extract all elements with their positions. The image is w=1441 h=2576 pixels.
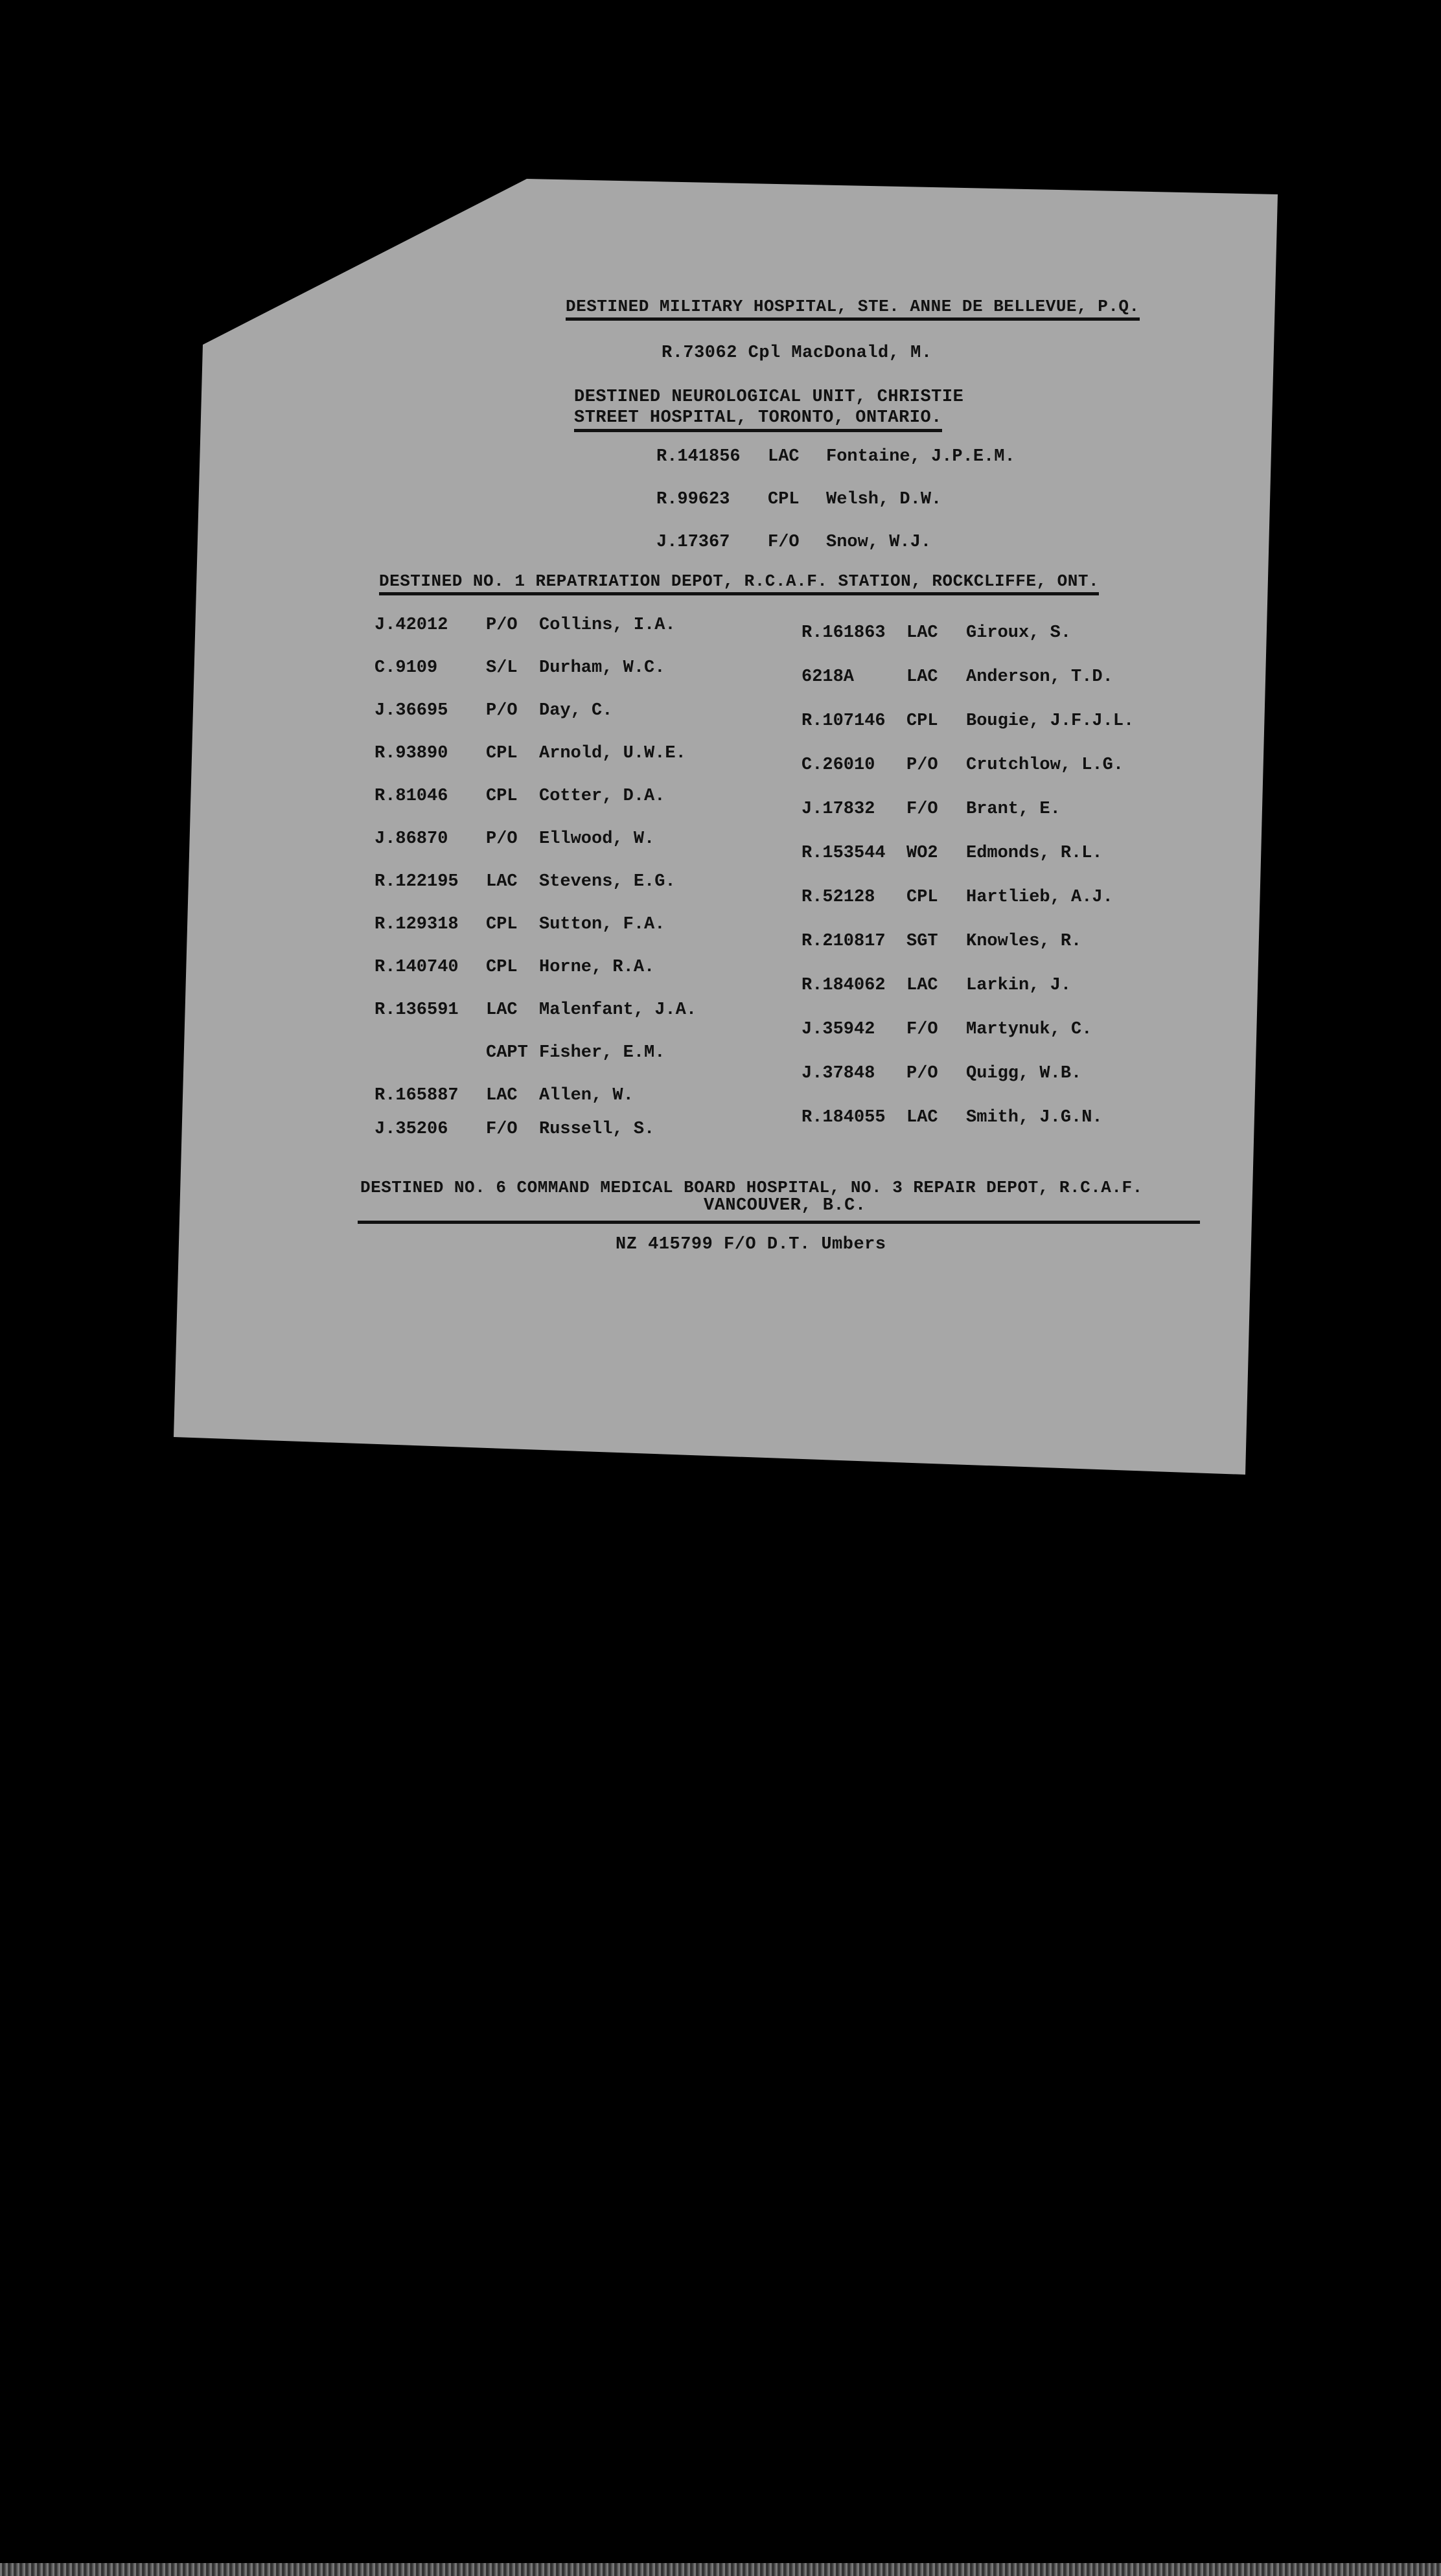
roster-name: Malenfant, J.A. xyxy=(539,1000,697,1020)
roster-rank: SGT xyxy=(906,932,938,951)
heading-neuro-line1: DESTINED NEUROLOGICAL UNIT, CHRISTIE xyxy=(574,387,964,407)
entry-macdonald: R.73062 Cpl MacDonald, M. xyxy=(662,343,932,363)
roster-rank: CPL xyxy=(768,490,800,509)
roster-row xyxy=(801,1108,1173,1127)
roster-num: R.184055 xyxy=(801,1108,886,1127)
entry-umbers: NZ 415799 F/O D.T. Umbers xyxy=(616,1235,886,1254)
document-page xyxy=(174,179,1278,1475)
roster-num: R.93890 xyxy=(375,744,448,763)
roster-num: J.35206 xyxy=(375,1120,448,1139)
roster-row xyxy=(801,932,1173,951)
roster-name: Edmonds, R.L. xyxy=(966,844,1103,863)
roster-name: Hartlieb, A.J. xyxy=(966,888,1113,907)
roster-name: Snow, W.J. xyxy=(826,533,932,552)
roster-name: Russell, S. xyxy=(539,1120,655,1139)
roster-row xyxy=(801,623,1173,643)
roster-row xyxy=(375,915,733,934)
roster-row xyxy=(375,872,733,891)
roster-num: J.42012 xyxy=(375,615,448,635)
roster-name: Ellwood, W. xyxy=(539,829,655,849)
roster-rank: CPL xyxy=(486,915,518,934)
roster-num: R.107146 xyxy=(801,711,886,731)
roster-name: Anderson, T.D. xyxy=(966,667,1113,687)
film-edge-strip xyxy=(0,2563,1441,2576)
roster-rank: CPL xyxy=(486,744,518,763)
roster-num: R.140740 xyxy=(375,958,459,977)
roster-num: C.26010 xyxy=(801,755,875,775)
roster-num: R.99623 xyxy=(656,490,730,509)
roster-row xyxy=(375,615,733,635)
roster-rank: P/O xyxy=(906,1064,938,1083)
roster-rank: P/O xyxy=(906,755,938,775)
roster-rank: F/O xyxy=(906,1020,938,1039)
heading-military-hospital: DESTINED MILITARY HOSPITAL, STE. ANNE DE BELLEVUE, P.Q. xyxy=(566,297,1140,321)
roster-name: Brant, E. xyxy=(966,799,1061,819)
roster-num xyxy=(375,1043,486,1063)
roster-rank: CAPT xyxy=(486,1043,528,1063)
roster-num: J.35942 xyxy=(801,1020,875,1039)
roster-rank: LAC xyxy=(906,1108,938,1127)
roster-name: Martynuk, C. xyxy=(966,1020,1092,1039)
roster-row xyxy=(375,701,733,720)
roster-num: R.184062 xyxy=(801,976,886,995)
roster-name: Sutton, F.A. xyxy=(539,915,665,934)
roster-num: C.9109 xyxy=(375,658,438,678)
roster-row xyxy=(801,667,1173,687)
roster-rank: P/O xyxy=(486,615,518,635)
roster-name: Allen, W. xyxy=(539,1086,634,1105)
roster-num: 6218A xyxy=(801,667,855,687)
roster-row xyxy=(801,711,1173,731)
roster-row xyxy=(801,976,1173,995)
roster-num: R.136591 xyxy=(375,1000,459,1020)
roster-row xyxy=(801,799,1173,819)
roster-num: R.141856 xyxy=(656,447,741,466)
roster-num: J.86870 xyxy=(375,829,448,849)
roster-num: J.37848 xyxy=(801,1064,875,1083)
roster-row xyxy=(801,1064,1173,1083)
roster-num: J.17832 xyxy=(801,799,875,819)
roster-rank: F/O xyxy=(768,533,800,552)
roster-row xyxy=(656,533,1033,552)
roster-num: R.210817 xyxy=(801,932,886,951)
roster-rank: WO2 xyxy=(906,844,938,863)
roster-name: Crutchlow, L.G. xyxy=(966,755,1124,775)
roster-name: Durham, W.C. xyxy=(539,658,665,678)
roster-num: J.36695 xyxy=(375,701,448,720)
roster-name: Fisher, E.M. xyxy=(539,1043,665,1063)
roster-rank: CPL xyxy=(486,787,518,806)
roster-num: R.122195 xyxy=(375,872,459,891)
roster-row xyxy=(375,744,733,763)
heading-medical-line1: DESTINED NO. 6 COMMAND MEDICAL BOARD HOSPITAL, NO. 3 REPAIR DEPOT, R.C.A.F. xyxy=(360,1178,1143,1197)
roster-name: Arnold, U.W.E. xyxy=(539,744,686,763)
roster-rank: LAC xyxy=(486,1000,518,1020)
roster-name: Horne, R.A. xyxy=(539,958,655,977)
roster-name: Knowles, R. xyxy=(966,932,1082,951)
roster-rank: CPL xyxy=(486,958,518,977)
roster-name: Day, C. xyxy=(539,701,613,720)
roster-name: Smith, J.G.N. xyxy=(966,1108,1103,1127)
roster-row xyxy=(375,958,733,977)
roster-name: Giroux, S. xyxy=(966,623,1072,643)
roster-name: Quigg, W.B. xyxy=(966,1064,1082,1083)
roster-name: Welsh, D.W. xyxy=(826,490,942,509)
roster-name: Collins, I.A. xyxy=(539,615,676,635)
roster-num: R.81046 xyxy=(375,787,448,806)
roster-row xyxy=(656,447,1033,466)
roster-num: J.17367 xyxy=(656,533,730,552)
roster-rank: F/O xyxy=(486,1120,518,1139)
roster-row xyxy=(375,1086,733,1105)
roster-rank: CPL xyxy=(906,888,938,907)
heading-neuro-line2: STREET HOSPITAL, TORONTO, ONTARIO. xyxy=(574,408,942,432)
roster-name: Stevens, E.G. xyxy=(539,872,676,891)
roster-num: R.161863 xyxy=(801,623,886,643)
roster-rank: P/O xyxy=(486,701,518,720)
roster-rank: LAC xyxy=(768,447,800,466)
roster-num: R.153544 xyxy=(801,844,886,863)
roster-rank: LAC xyxy=(906,667,938,687)
divider-rule xyxy=(358,1221,1200,1224)
roster-row xyxy=(801,844,1173,863)
roster-rank: LAC xyxy=(906,976,938,995)
roster-row xyxy=(801,888,1173,907)
roster-row xyxy=(375,1043,733,1063)
roster-num: R.52128 xyxy=(801,888,875,907)
roster-rank: LAC xyxy=(486,1086,518,1105)
roster-row xyxy=(801,755,1173,775)
roster-rank: CPL xyxy=(906,711,938,731)
roster-rank: S/L xyxy=(486,658,518,678)
roster-name: Larkin, J. xyxy=(966,976,1072,995)
roster-rank: LAC xyxy=(906,623,938,643)
roster-row xyxy=(375,1120,733,1139)
roster-row xyxy=(801,1020,1173,1039)
roster-row xyxy=(375,658,733,678)
roster-rank: P/O xyxy=(486,829,518,849)
roster-name: Bougie, J.F.J.L. xyxy=(966,711,1135,731)
roster-name: Fontaine, J.P.E.M. xyxy=(826,447,1015,466)
roster-row xyxy=(375,829,733,849)
roster-num: R.129318 xyxy=(375,915,459,934)
roster-rank: LAC xyxy=(486,872,518,891)
roster-rank: F/O xyxy=(906,799,938,819)
roster-row xyxy=(375,787,733,806)
roster-row xyxy=(375,1000,733,1020)
roster-num: R.165887 xyxy=(375,1086,459,1105)
heading-medical-line2: VANCOUVER, B.C. xyxy=(704,1196,866,1215)
roster-name: Cotter, D.A. xyxy=(539,787,665,806)
heading-repatriation-depot: DESTINED NO. 1 REPATRIATION DEPOT, R.C.A.F. STATION, ROCKCLIFFE, ONT. xyxy=(379,571,1099,595)
roster-row xyxy=(656,490,1033,509)
